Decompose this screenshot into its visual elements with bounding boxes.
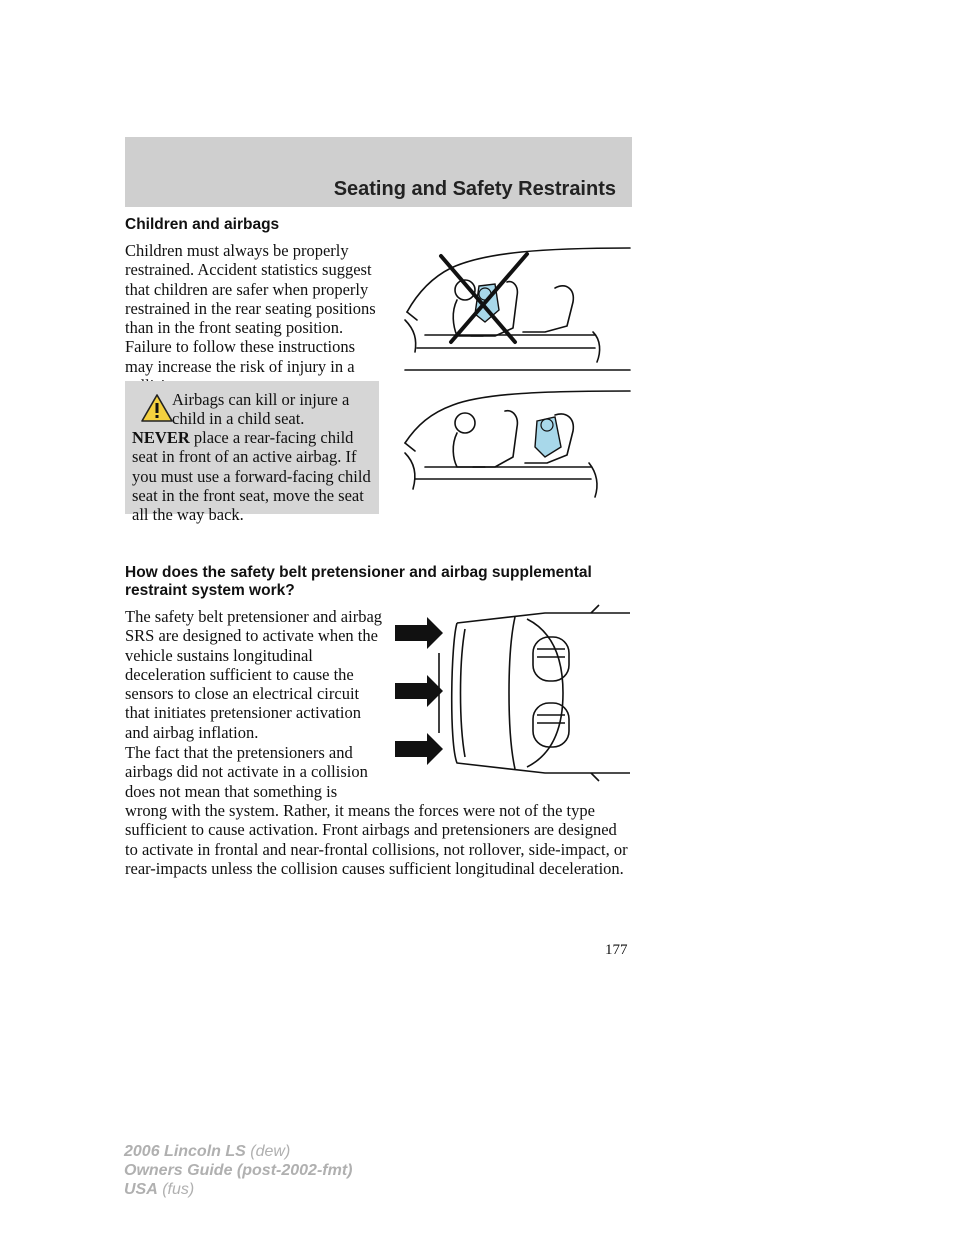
warning-box	[125, 381, 379, 525]
impact-arrow-3	[395, 733, 443, 765]
warning-never: NEVER	[132, 428, 190, 447]
windshield	[527, 619, 563, 767]
warning-text-rest: place a rear-facing child seat in front of an active airbag. If you must use a forward-facing child seat in the front seat, move the seat all the way back.	[132, 428, 371, 525]
impact-arrow-2	[395, 675, 443, 707]
section-body-no-activation-b: wrong with the system. Rather, it means the forces were not of the type sufficient to cause activation. Front airbags and pretensioners are designed to activate in frontal and near-frontal collisions, not rollover, side-impact, or rear-impacts unless the collision causes sufficient longitudinal deceleration.	[125, 801, 628, 878]
windshield-base	[509, 617, 515, 769]
document-footer	[124, 1142, 352, 1199]
warning-text-line1: Airbags can kill or injure a child in a child seat.	[172, 390, 350, 429]
rear-seat	[523, 286, 573, 332]
front-seat-left	[533, 637, 569, 681]
section-body-pretensioner: The safety belt pretensioner and airbag SRS are designed to activate when the vehicle sustains longitudinal deceleration sufficient to cause the sensors to close an electrical circuit that initiates pretensioner activation and airbag inflation.	[125, 607, 383, 742]
car-front-outline	[452, 623, 630, 773]
warning-triangle-icon	[140, 393, 174, 423]
section-heading-children-airbags: Children and airbags	[125, 216, 280, 233]
rear-facing-child-seat-front-crossed-figure	[395, 240, 635, 375]
child-seat-rear-position-figure	[395, 385, 635, 500]
page-title: Seating and Safety Restraints	[333, 178, 616, 200]
footer-line-3: USA (fus)	[124, 1181, 195, 1198]
cross-line-1	[451, 254, 527, 342]
front-seat	[473, 411, 517, 467]
footer-line-2: Owners Guide (post-2002-fmt)	[124, 1162, 353, 1179]
driver-head	[455, 413, 475, 433]
header-band	[125, 137, 632, 207]
frontal-impact-top-view-figure	[395, 603, 635, 783]
impact-arrow-1	[395, 617, 443, 649]
page-number: 177	[605, 942, 628, 958]
cross-line-2	[441, 256, 515, 342]
car-roofline	[405, 391, 630, 443]
section-body-children-airbags: Children must always be properly restrained. Accident statistics suggest that children are safer when properly restrained in the rear seating positions than in the front seating position. Failure to follow these instructions may increase the risk of injury in a	[125, 241, 376, 376]
section-body-no-activation-a: The fact that the pretensioners and airbags did not activate in a collision does not mean that something is	[125, 743, 368, 801]
section-heading-pretensioner: How does the safety belt pretensioner and airbag supplemental restraint system work?	[125, 564, 592, 599]
footer-line-1: 2006 Lincoln LS (dew)	[124, 1143, 291, 1160]
front-seat-right	[533, 703, 569, 747]
impact-arrows	[395, 617, 443, 765]
warning-text-line2	[132, 428, 377, 524]
